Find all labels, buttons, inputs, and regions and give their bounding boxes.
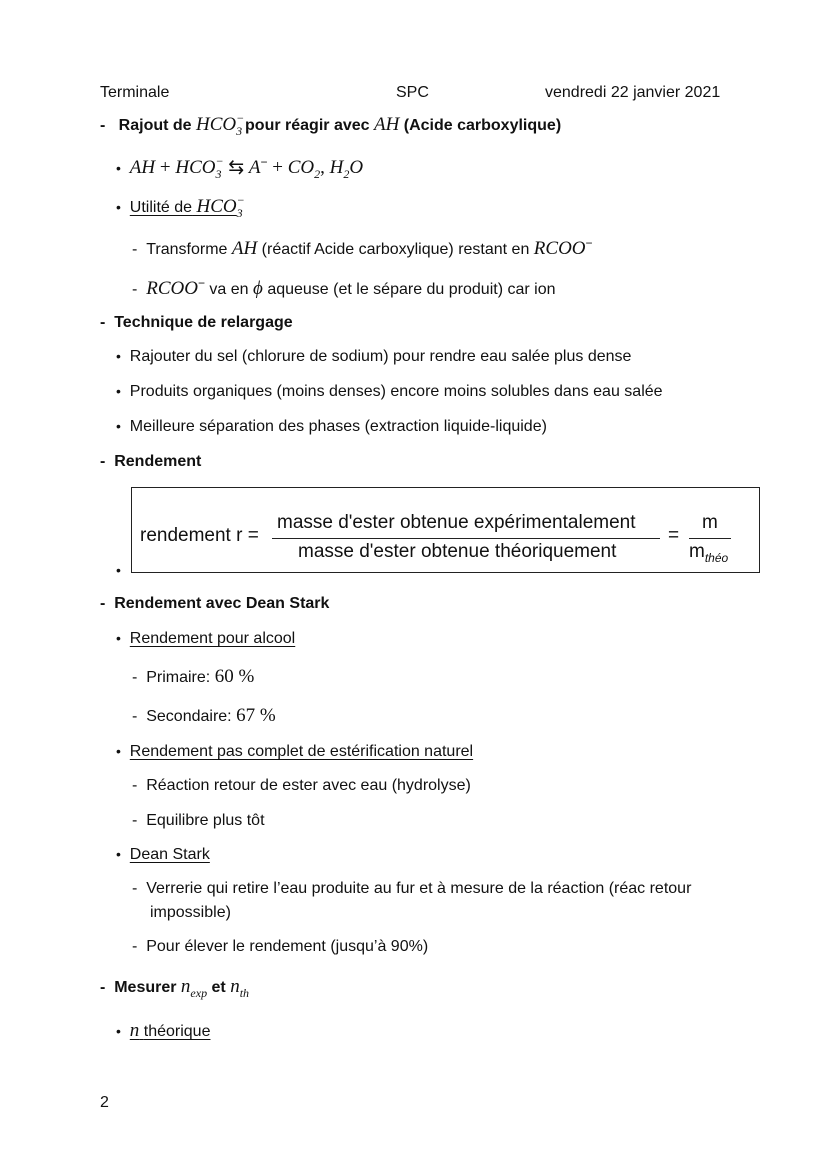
list-item: • Rajouter du sel (chlorure de sodium) pour rendre eau salée plus dense	[116, 348, 632, 365]
formula-denominator: masse d'ester obtenue théoriquement	[298, 541, 617, 562]
section-rajout: - Rajout de HCO − 3 pour réagir avec AH (Acide carboxylique)	[100, 111, 562, 138]
list-item: • n théorique	[116, 1020, 211, 1041]
list-item: - Pour élever le rendement (jusqu’à 90%)	[132, 938, 429, 955]
list-item: • Produits organiques (moins denses) encore moins solubles dans eau salée	[116, 383, 663, 400]
list-item: - Secondaire: 67 %	[132, 705, 276, 726]
list-item: • Rendement pour alcool	[116, 630, 296, 647]
section-rendement-title: - Rendement	[100, 453, 202, 470]
equation-line: • AH + HCO − 3 ⇆ $A^- + CO_2$, $H_2O$	[116, 154, 364, 181]
formula-box	[131, 487, 760, 573]
list-item: - Verrerie qui retire l’eau produite au fur et à mesure de la réaction (réac retour	[132, 880, 692, 897]
list-item-continued: impossible)	[150, 904, 231, 921]
fraction-bar	[272, 538, 660, 539]
list-item: - Réaction retour de ester avec eau (hydrolyse)	[132, 777, 471, 794]
formula-mtheo: $m_{théo}$	[689, 541, 729, 565]
list-item: • Dean Stark	[116, 846, 210, 863]
section-relargage-title: - Technique de relargage	[100, 314, 293, 331]
rcoo-line: - RCOO− va en ϕ aqueuse (et le sépare du produit) car ion	[132, 276, 556, 299]
header-center: SPC	[396, 84, 429, 101]
page-number: 2	[100, 1094, 109, 1111]
header-left: Terminale	[100, 84, 170, 101]
formula-equals: =	[668, 525, 680, 546]
hidden-bullet: •	[116, 562, 121, 578]
header-date: vendredi 22 janvier 2021	[545, 84, 721, 101]
formula-numerator: masse d'ester obtenue expérimentalement	[277, 512, 636, 533]
transforme-line: - Transforme AH (réactif Acide carboxylique) restant en RCOO−	[132, 236, 593, 259]
fraction-bar-small	[689, 538, 731, 539]
formula-lhs: rendement r =	[140, 525, 259, 546]
list-item: - Equilibre plus tôt	[132, 812, 265, 829]
list-item: • Meilleure séparation des phases (extraction liquide-liquide)	[116, 418, 547, 435]
section-mesurer-title: - Mesurer $n_{exp}$ et $n_{th}$	[100, 976, 250, 1000]
list-item: • Rendement pas complet de estérification naturel	[116, 743, 474, 760]
utilite-line: • Utilité de HCO − 3	[116, 193, 245, 220]
list-item: - Primaire: 60 %	[132, 666, 255, 687]
section-dean-stark-title: - Rendement avec Dean Stark	[100, 595, 330, 612]
formula-m: m	[702, 512, 718, 533]
